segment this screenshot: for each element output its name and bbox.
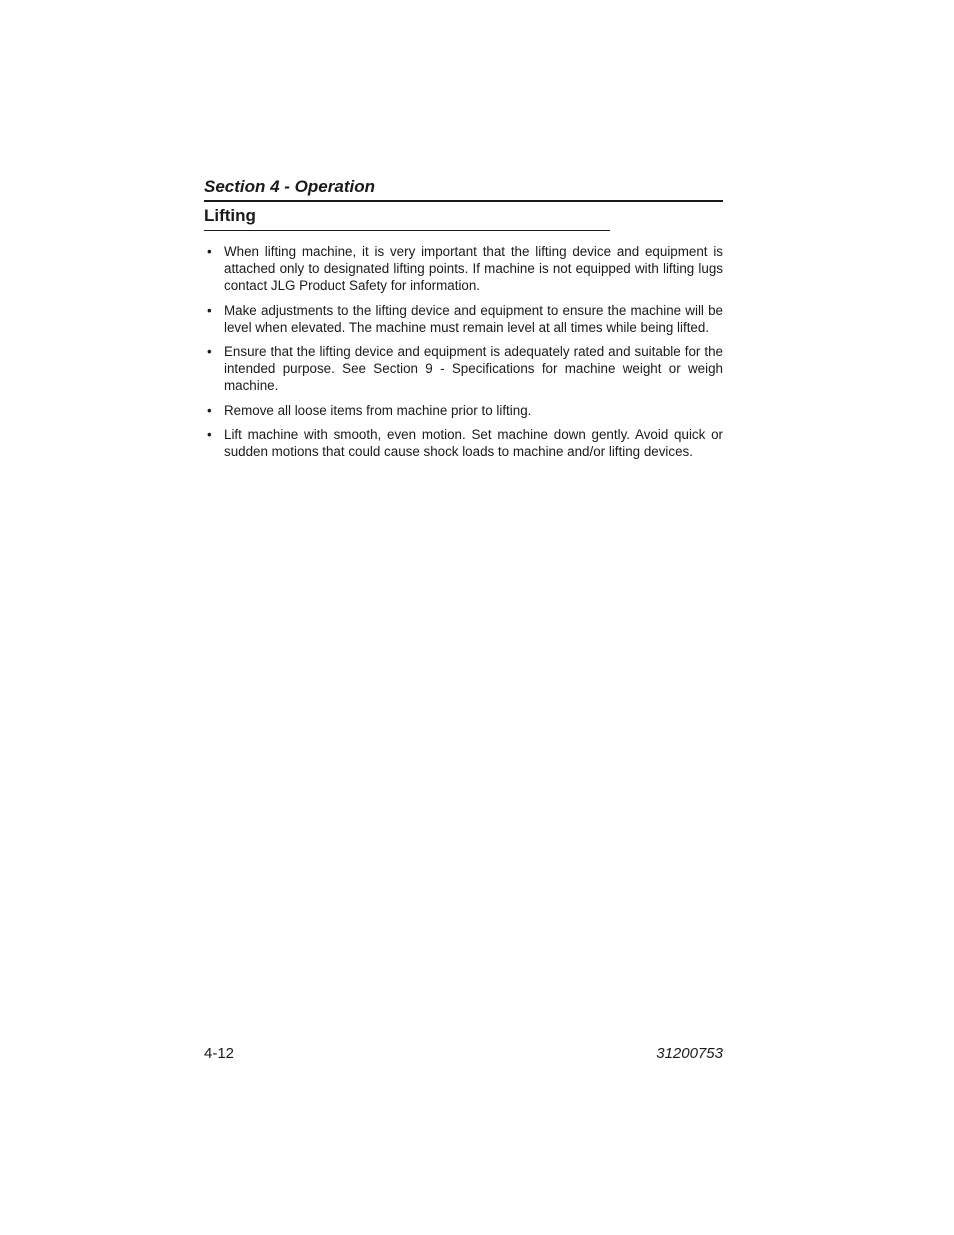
bullet-icon: •	[207, 344, 212, 360]
subsection-header	[204, 204, 610, 231]
document-number: 31200753	[656, 1045, 723, 1062]
page-number: 4-12	[204, 1045, 235, 1062]
list-item	[204, 302, 723, 336]
list-item	[204, 426, 723, 460]
list-item-text: Make adjustments to the lifting device and equipment to ensure the machine will be level when elevated. The machine must remain level at all times while being lifted.	[224, 302, 723, 335]
list-item-text: Ensure that the lifting device and equipment is adequately rated and suitable for the intended purpose. See Section 9 - Specifications for machine weight or weigh machine.	[224, 344, 723, 394]
bullet-icon: •	[207, 302, 212, 318]
bullet-icon: •	[207, 426, 212, 442]
list-item-text: Lift machine with smooth, even motion. Set machine down gently. Avoid quick or sudden motions that could cause shock loads to machine and/or lifting devices.	[224, 426, 723, 460]
list-item-text: Remove all loose items from machine prior to lifting.	[224, 402, 532, 418]
list-item	[204, 243, 723, 295]
subsection-title: Lifting	[204, 206, 256, 225]
list-item	[204, 343, 723, 395]
lifting-instructions-list	[204, 243, 723, 467]
bullet-icon: •	[207, 244, 212, 259]
section-title: Section 4 - Operation	[204, 177, 375, 196]
bullet-icon: •	[207, 402, 212, 418]
list-item-text: When lifting machine, it is very important that the lifting device and equipment is attached only to designated lifting points. If machine is not equipped with lifting lugs contact JLG Product Safety for information.	[224, 244, 723, 294]
section-header	[204, 176, 723, 202]
list-item	[204, 402, 723, 419]
